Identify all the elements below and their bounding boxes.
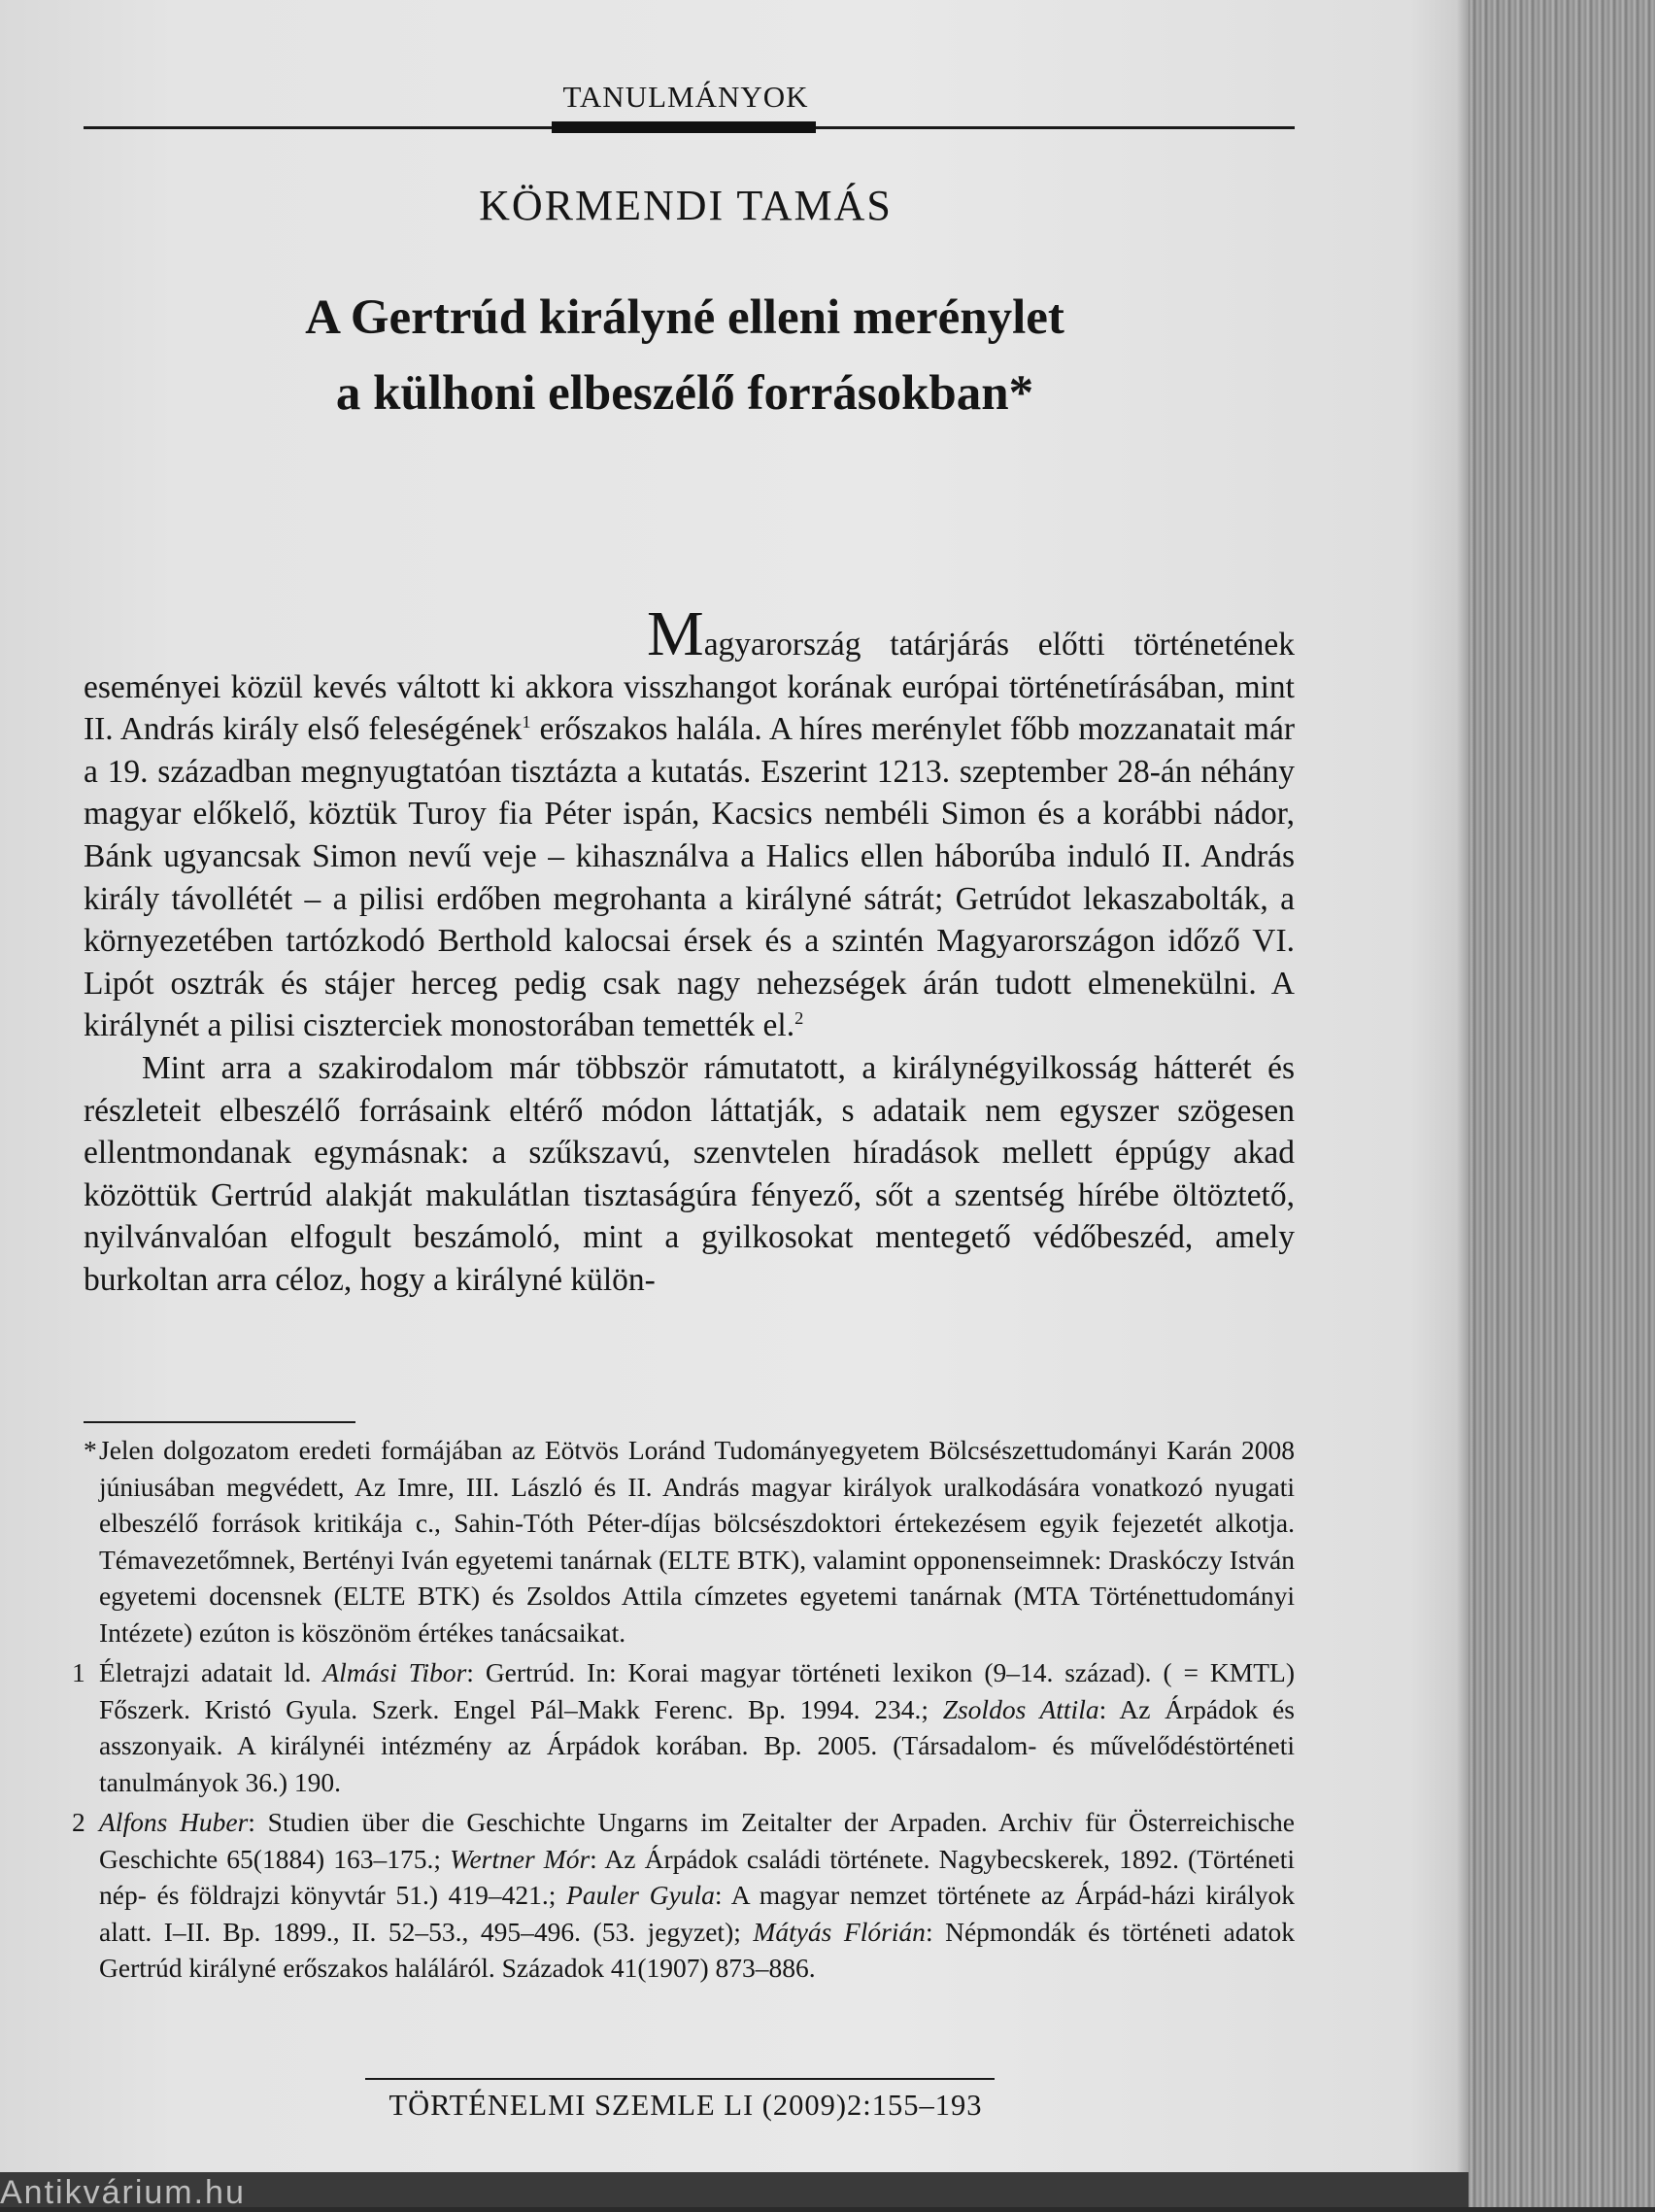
title-line-1: A Gertrúd királyné elleni merénylet — [305, 290, 1064, 345]
footnote-1-text-a: Életrajzi adatait ld. — [99, 1657, 323, 1687]
footnote-2-text-d: : Népmondák és történeti adatok Gertrúd királyné erőszakos haláláról. Századok 41(1907) 873–886. — [99, 1916, 1295, 1983]
journal-citation: TÖRTÉNELMI SZEMLE LI (2009)2:155–193 — [388, 2089, 983, 2122]
footnote-1-mark: 1 — [72, 1657, 85, 1687]
footnote-star — [84, 1432, 1295, 1650]
footnote-2-author-3: Pauler Gyula — [566, 1880, 715, 1910]
paragraph-1 — [84, 598, 1295, 1047]
footnote-star-mark: * — [84, 1435, 97, 1465]
footnote-2-text-a: : Studien über die Geschichte Ungarns im Zeitalter der Arpaden. Archiv für Österreichische Geschichte 65(1884) 163–175.; — [99, 1807, 1295, 1874]
title-line-2: a külhoni elbeszélő forrásokban* — [335, 366, 1034, 421]
drop-cap: M — [647, 598, 704, 669]
page-stack-edge — [1469, 0, 1655, 2207]
footnote-1-author-1: Almási Tibor — [322, 1657, 467, 1687]
footnote-2-author-2: Wertner Mór — [450, 1843, 591, 1874]
footnote-2-text-c: : A magyar nemzet története az Árpád-házi királyok alatt. I–II. Bp. 1899., II. 52–53., 495–496. (53. jegyzet); — [99, 1880, 1295, 1947]
article-body — [84, 598, 1295, 1302]
paragraph-1-text-a: agyarország tatárjárás előtti történetének eseményei közül kevés váltott ki akkora visszhangot korának európai történetírásában, mint II. András király első feleségének — [84, 627, 1295, 748]
footnote-1 — [72, 1654, 1295, 1800]
footnote-ref-2[interactable]: 2 — [794, 1008, 804, 1029]
footnotes — [72, 1432, 1296, 1991]
section-label: TANULMÁNYOK — [562, 80, 809, 114]
article-author: KÖRMENDI TAMÁS — [479, 182, 893, 229]
footnote-1-text-b: : Gertrúd. In: Korai magyar történeti lexikon (9–14. század). ( = KMTL) Főszerk. Kristó Gyula. Szerk. Engel Pál–Makk Ferenc. Bp. 1994. 234.; — [99, 1657, 1295, 1724]
footnote-star-text: Jelen dolgozatom eredeti formájában az Eötvös Loránd Tudományegyetem Bölcsészettudományi Karán 2008 júniusában megvédett, Az Imre, III. László és II. András magyar királyok uralkodására vonatkozó nyugati elbeszélő források kritikája c., Sahin-Tóth Péter-díjas bölcsészdoktori értekezésem egyik fejezetét alkotja. Témavezetőmnek, Bertényi Iván egyetemi tanárnak (ELTE BTK), valamint opponenseimnek: Draskóczy István egyetemi docensnek (ELTE BTK) és Zsoldos Attila címzetes egyetemi tanárnak (MTA Történettudományi Intézete) ezúton is köszönöm értékes tanácsaikat. — [99, 1435, 1295, 1648]
footer-rule — [365, 2078, 995, 2080]
footnote-ref-1[interactable]: 1 — [522, 712, 531, 732]
footnote-2-text-b: : Az Árpádok családi története. Nagybecskerek, 1892. (Történeti nép- és földrajzi könyvtár 51.) 419–421.; — [99, 1843, 1296, 1910]
footnote-2-mark: 2 — [72, 1807, 85, 1837]
article-title — [146, 280, 1224, 431]
header-rule-accent — [552, 121, 816, 133]
footnote-2-author-4: Mátyás Flórián — [753, 1916, 926, 1947]
footnote-2 — [72, 1804, 1296, 1987]
paragraph-1-text-b: erőszakos halála. A híres merénylet főbb mozzanatait már a 19. században megnyugtatóan tisztázta a kutatás. Eszerint 1213. szeptember 28-án néhány magyar előkelő, köztük Turoy fia Péter ispán, Kacsics nembéli Simon és a korábbi nádor, Bánk ugyancsak Simon nevű veje – kihasználva a Halics ellen háborúba induló II. András király távollétét – a pilisi erdőben megrohanta a királyné sátrát; Getrúdot lekaszabolták, a környezetében tartózkodó Berthold kalocsai érsek és a szintén Magyarországon időző VI. Lipót osztrák és stájer herceg pedig csak nagy nehezségek árán tudott elmenekülni. A királynét a pilisi ciszterciek monostorában temették el. — [84, 711, 1295, 1044]
footnote-1-text-c: : Az Árpádok és asszonyaik. A királynéi intézmény az Árpádok korában. Bp. 2005. (Társadalom- és művelődéstörténeti tanulmányok 36.) 190. — [99, 1693, 1295, 1797]
watermark: Antikvárium.hu — [0, 2174, 246, 2211]
footnote-2-author-1: Alfons Huber — [99, 1807, 249, 1837]
paragraph-2: Mint arra a szakirodalom már többször rámutatott, a királynégyilkosság hátterét és részleteit elbeszélő forrásaink eltérő módon láttatják, s adataik nem egyszer szögesen ellentmondanak egymásnak: a szűkszavú, szenvtelen híradások mellett éppúgy akad közöttük Gertrúd alakját makulátlan tisztaságúra fényező, sőt a szentség hírébe öltöztető, nyilvánvalóan elfogult beszámoló, mint a gyilkosokat mentegető védőbeszéd, amely burkoltan arra céloz, hogy a királyné külön- — [84, 1049, 1295, 1298]
footnote-rule — [84, 1421, 355, 1423]
footnote-1-author-2: Zsoldos Attila — [942, 1693, 1099, 1724]
